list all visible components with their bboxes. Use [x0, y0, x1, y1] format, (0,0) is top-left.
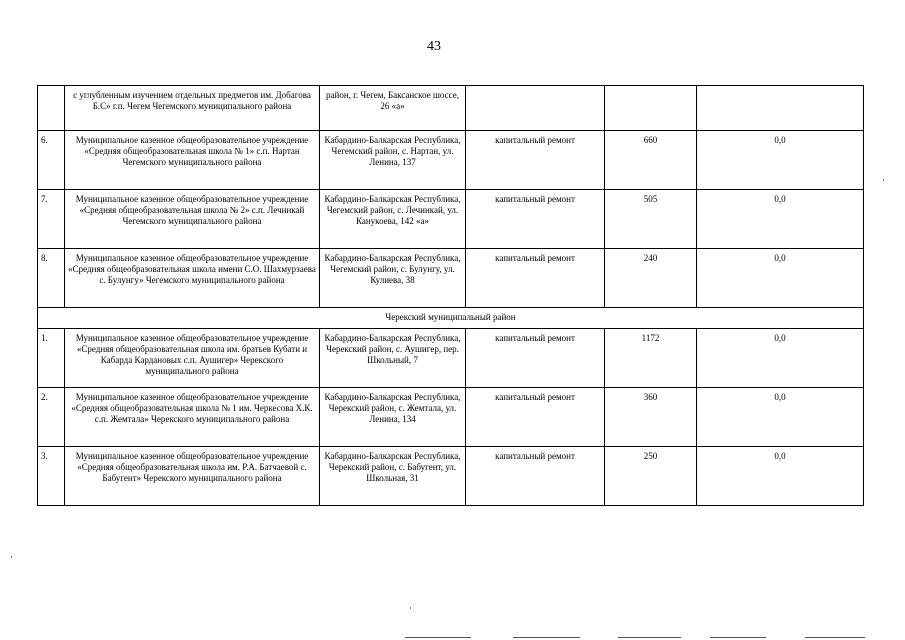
work-type: капитальный ремонт [466, 249, 605, 308]
school-address: район, г. Чегем, Баксанское шоссе, 26 «а» [320, 86, 466, 131]
table-row [38, 388, 864, 447]
school-name: Муниципальное казенное общеобразовательное учреждение «Средняя общеобразовательная школа им. Р.А. Батчаевой с. Бабугент» Черекского муниципального района [65, 447, 320, 506]
table-row [38, 447, 864, 506]
work-type: капитальный ремонт [466, 190, 605, 249]
scan-artifact [11, 556, 12, 558]
school-address: Кабардино-Балкарская Республика, Чегемский район, с. Булунгу, ул. Кулиева, 38 [320, 249, 466, 308]
amount-2: 0,0 [697, 447, 864, 506]
schools-table [37, 85, 864, 506]
row-number [38, 86, 65, 131]
school-address: Кабардино-Балкарская Республика, Черекский район, с. Жемтала, ул. Ленина, 134 [320, 388, 466, 447]
scan-artifact [710, 637, 766, 638]
school-name: Муниципальное казенное общеобразовательное учреждение «Средняя общеобразовательная школа им. братьев Кубати и Кабарда Кардановых с.п. Аушигер» Черекского муниципального района [65, 329, 320, 388]
section-title: Черекский муниципальный район [38, 308, 864, 329]
table-row [38, 249, 864, 308]
work-type: капитальный ремонт [466, 388, 605, 447]
school-address: Кабардино-Балкарская Республика, Черекский район, с. Аушигер, пер. Школьный, 7 [320, 329, 466, 388]
scan-artifact [410, 607, 411, 609]
scan-artifact [513, 637, 580, 638]
amount: 505 [605, 190, 697, 249]
table-row [38, 329, 864, 388]
row-number: 6. [38, 131, 65, 190]
amount-2: 0,0 [697, 249, 864, 308]
amount: 1172 [605, 329, 697, 388]
section-row [38, 308, 864, 329]
table-row [38, 190, 864, 249]
amount-2 [697, 86, 864, 131]
row-number: 1. [38, 329, 65, 388]
amount-2: 0,0 [697, 388, 864, 447]
work-type: капитальный ремонт [466, 131, 605, 190]
school-address: Кабардино-Балкарская Республика, Чегемский район, с. Лечинкай, ул. Канукоева, 142 «а» [320, 190, 466, 249]
row-number: 3. [38, 447, 65, 506]
work-type: капитальный ремонт [466, 447, 605, 506]
amount: 660 [605, 131, 697, 190]
amount: 360 [605, 388, 697, 447]
amount-2: 0,0 [697, 329, 864, 388]
row-number: 2. [38, 388, 65, 447]
school-name: Муниципальное казенное общеобразовательное учреждение «Средняя общеобразовательная школа № 1» с.п. Нартан Чегемского муниципального района [65, 131, 320, 190]
scan-artifact [405, 637, 471, 638]
amount [605, 86, 697, 131]
school-name: с углубленным изучением отдельных предметов им. Добагова Б.С» г.п. Чегем Чегемского муниципального района [65, 86, 320, 131]
school-address: Кабардино-Балкарская Республика, Черекский район, с. Бабугент, ул. Школьная, 31 [320, 447, 466, 506]
scan-artifact [618, 637, 681, 638]
school-name: Муниципальное казенное общеобразовательное учреждение «Средняя общеобразовательная школа № 2» с.п. Лечинкай Чегемского муниципального района [65, 190, 320, 249]
school-name: Муниципальное казенное общеобразовательное учреждение «Средняя общеобразовательная школа имени С.О. Шахмурзаева с. Булунгу» Чегемского муниципального района [65, 249, 320, 308]
school-address: Кабардино-Балкарская Республика, Чегемский район, с. Нартан, ул. Ленина, 137 [320, 131, 466, 190]
amount: 250 [605, 447, 697, 506]
page-number: 43 [427, 39, 441, 54]
table-row [38, 86, 864, 131]
scan-artifact [883, 179, 884, 181]
work-type: капитальный ремонт [466, 329, 605, 388]
school-name: Муниципальное казенное общеобразовательное учреждение «Средняя общеобразовательная школа № 1 им. Черкесова Х.К. с.п. Жемтала» Черекского муниципального района [65, 388, 320, 447]
work-type [466, 86, 605, 131]
amount-2: 0,0 [697, 190, 864, 249]
scan-artifact [805, 637, 865, 638]
row-number: 7. [38, 190, 65, 249]
row-number: 8. [38, 249, 65, 308]
table-row [38, 131, 864, 190]
amount-2: 0,0 [697, 131, 864, 190]
amount: 240 [605, 249, 697, 308]
